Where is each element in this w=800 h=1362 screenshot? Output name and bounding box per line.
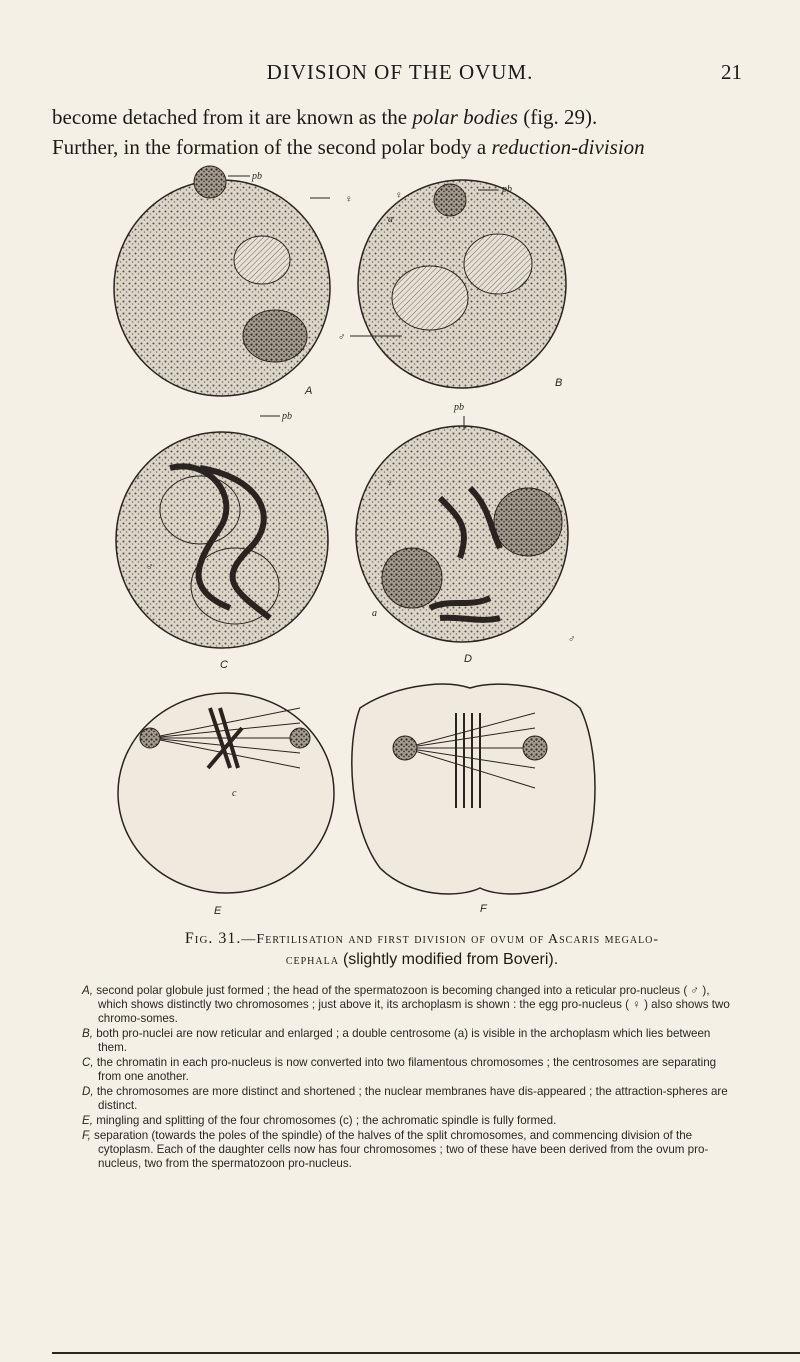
legend-item-b: B, both pro-nuclei are now reticular and enlarged ; a double centrosome (a) is visible in the archoplasm which lies between them. [82, 1027, 711, 1054]
body-paragraph [52, 102, 752, 162]
svg-text:♂: ♂ [338, 332, 346, 343]
male-pronucleus [464, 234, 532, 294]
caption-attribution: (slightly modified from Boveri). [342, 951, 559, 968]
svg-text:♀: ♀ [134, 472, 142, 483]
centrosome [140, 728, 160, 748]
archoplasm [234, 236, 290, 284]
svg-text:pb: pb [502, 184, 512, 195]
panel-e [118, 693, 334, 917]
svg-text:♀: ♀ [386, 478, 394, 489]
running-head [0, 60, 800, 84]
polar-body [434, 184, 466, 216]
figure-caption-title [72, 929, 772, 971]
figure-illustration [134, 168, 680, 918]
female-pronucleus [392, 266, 468, 330]
svg-text:♂: ♂ [146, 562, 154, 573]
svg-text:♀: ♀ [345, 194, 353, 205]
legend-item-f: F, separation (towards the poles of the spindle) of the halves of the split chromosomes, and commencing division of the cytoplasm. Each of the daughter cells now has four chromosomes ; two of these have been derived from the ovum pro-nucleus, two from the spermatozoon pro-nucleus. [82, 1129, 709, 1170]
male-pronucleus [243, 310, 307, 362]
body-line-1: become detached from it are known as the polar bodies (fig. 29). [52, 105, 598, 129]
legend-item-c: C, the chromatin in each pro-nucleus is now converted into two filamentous chromosomes ; the centrosomes are separating from one another. [82, 1056, 717, 1083]
panel-b [338, 180, 566, 389]
legend-item-e: E, mingling and splitting of the four chromosomes (c) ; the achromatic spindle is fully formed. [82, 1114, 557, 1127]
svg-text:a: a [388, 214, 393, 225]
figure-legend [82, 984, 737, 1172]
attraction-sphere [382, 548, 442, 608]
dividing-ovum [352, 684, 595, 894]
panel-a [114, 166, 353, 397]
caption-heading-cont: cephala [285, 953, 339, 968]
page-bottom-rule [52, 1352, 800, 1354]
term-polar-bodies: polar bodies [412, 105, 518, 129]
centrosome [393, 736, 417, 760]
svg-text:C: C [220, 659, 228, 671]
body-line-2: Further, in the formation of the second polar body a reduction-division [52, 135, 645, 159]
svg-text:D: D [464, 653, 472, 665]
running-title: DIVISION OF THE OVUM. [266, 60, 534, 84]
polar-body [194, 166, 226, 198]
legend-item-d: D, the chromosomes are more distinct and shortened ; the nuclear membranes have dis-appeared ; the attraction-spheres are distinct. [82, 1085, 728, 1112]
centrosome [290, 728, 310, 748]
svg-text:a: a [372, 608, 377, 619]
svg-text:c: c [232, 788, 237, 799]
svg-text:pb: pb [454, 402, 464, 413]
figure-31 [134, 168, 680, 918]
svg-text:E: E [214, 905, 222, 917]
svg-text:pb: pb [252, 171, 262, 182]
svg-text:F: F [480, 903, 487, 915]
svg-text:pb: pb [282, 411, 292, 422]
caption-heading: —Fertilisation and first division of ovum of Ascaris megalo- [241, 932, 660, 947]
attraction-sphere [494, 488, 562, 556]
ovum-outline [114, 180, 330, 396]
term-reduction-division: reduction-division [491, 135, 645, 159]
ovum-outline [116, 432, 328, 648]
legend-item-a: A, second polar globule just formed ; the head of the spermatozoon is becoming changed into a reticular pro-nucleus ( ♂ ), which shows distinctly two chromosomes ; just above it, its archoplasm is shown : the egg pro-nucleus ( ♀ ) also shows two chromo-somes. [82, 984, 730, 1025]
svg-text:♂: ♂ [568, 634, 576, 645]
page-number: 21 [721, 60, 742, 84]
svg-text:♀: ♀ [395, 190, 403, 201]
centrosome [523, 736, 547, 760]
svg-text:B: B [555, 377, 563, 389]
figure-number: Fig. 31. [184, 930, 242, 947]
panel-f [352, 684, 595, 915]
panel-d [356, 402, 576, 665]
svg-text:A: A [305, 385, 313, 397]
panel-c [116, 411, 328, 671]
